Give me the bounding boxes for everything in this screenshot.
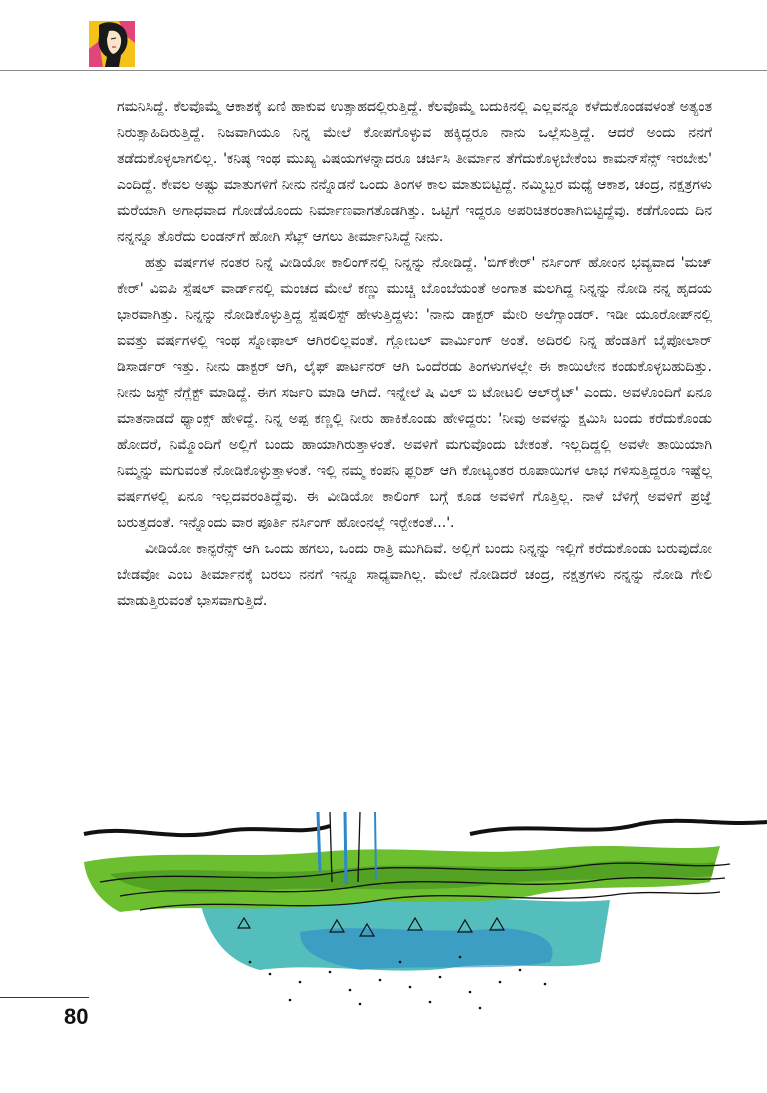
story-text (117, 94, 712, 614)
paragraph: ವೀಡಿಯೋ ಕಾನ್ಫರೆನ್ಸ್ ಆಗಿ ಒಂದು ಹಗಲು, ಒಂದು ರಾತ್ರಿ ಮುಗಿದಿವೆ. ಅಲ್ಲಿಗೆ ಬಂದು ನಿನ್ನನ್ನು ಇಲ್ಲಿಗೆ ಕರೆದುಕೊಂಡು ಬರುವುದೋ ಬೇಡವೋ ಎಂಬ ತೀರ್ಮಾನಕ್ಕೆ ಬರಲು ನನಗೆ ಇನ್ನೂ ಸಾಧ್ಯವಾಗಿಲ್ಲ. ಮೇಲೆ ನೋಡಿದರೆ ಚಂದ್ರ, ನಕ್ಷತ್ರಗಳು ನನ್ನನ್ನು ನೋಡಿ ಗೇಲಿ ಮಾಡುತ್ತಿರುವಂತೆ ಭಾಸವಾಗುತ್ತಿದೆ. (117, 541, 712, 609)
woman-portrait-icon (89, 21, 135, 67)
page-number: 80 (64, 1004, 89, 1029)
footer-divider (0, 997, 89, 998)
watercolor-landscape-illustration (0, 812, 767, 1024)
paragraph: ಹತ್ತು ವರ್ಷಗಳ ನಂತರ ನಿನ್ನೆ ವೀಡಿಯೋ ಕಾಲಿಂಗ್‌ನಲ್ಲಿ ನಿನ್ನನ್ನು ನೋಡಿದ್ದೆ. 'ಬಿಗ್‌ಕೇರ್' ನರ್ಸಿಂಗ್ ಹೋಂನ ಭವ್ಯವಾದ 'ಮಚ್ ಕೇರ್' ವಿಐಪಿ ಸ್ಪೆಷಲ್ ವಾರ್ಡ್‌ನಲ್ಲಿ ಮಂಚದ ಮೇಲೆ ಕಣ್ಣು ಮುಚ್ಚಿ ಬೊಂಬೆಯಂತೆ ಅಂಗಾತ ಮಲಗಿದ್ದ ನಿನ್ನನ್ನು ನೋಡಿ ನನ್ನ ಹೃದಯ ಭಾರವಾಗಿತ್ತು. ನಿನ್ನನ್ನು ನೋಡಿಕೊಳ್ಳುತ್ತಿದ್ದ ಸ್ಪೆಷಲಿಸ್ಟ್ ಹೇಳುತ್ತಿದ್ದಳು: 'ನಾನು ಡಾಕ್ಟರ್ ಮೇರಿ ಅಲೆಗ್ಸಾಂಡರ್. ಇಡೀ ಯೂರೋಪ್‌ನಲ್ಲಿ ಐವತ್ತು ವರ್ಷಗಳಲ್ಲಿ ಇಂಥ ಸ್ನೋಫಾಲ್ ಆಗಿರಲಿಲ್ಲವಂತೆ. ಗ್ಲೋಬಲ್ ವಾರ್ಮಿಂಗ್ ಅಂತೆ. ಅದಿರಲಿ ನಿನ್ನ ಹೆಂಡತಿಗೆ ಬೈಪೋಲಾರ್ ಡಿಸಾರ್ಡರ್ ಇತ್ತು. ನೀನು ಡಾಕ್ಟರ್ ಆಗಿ, ಲೈಫ್ ಪಾರ್ಟನರ್ ಆಗಿ ಒಂದೆರಡು ತಿಂಗಳುಗಳಲ್ಲೇ ಈ ಕಾಯಿಲೇನ ಕಂಡುಕೊಳ್ಳಬಹುದಿತ್ತು. ನೀನು ಜಸ್ಟ್ ನೆಗ್ಲೆಕ್ಟ್ ಮಾಡಿದ್ದೆ. ಈಗ ಸರ್ಜರಿ ಮಾಡಿ ಆಗಿದೆ. ಇನ್ನೇಲೆ ಷಿ ವಿಲ್ ಬಿ ಟೋಟಲಿ ಆಲ್‌ರೈಟ್' ಎಂದು. ಅವಳೊಂದಿಗೆ ಏನೂ ಮಾತನಾಡದೆ ಥ್ಯಾಂಕ್ಸ್ ಹೇಳಿದ್ದೆ. ನಿನ್ನ ಅಪ್ಪ ಕಣ್ಣಲ್ಲಿ ನೀರು ಹಾಕಿಕೊಂಡು ಹೇಳಿದ್ದರು: 'ನೀವು ಅವಳನ್ನು ಕ್ಷಮಿಸಿ ಬಂದು ಕರೆದುಕೊಂಡು ಹೋದರೆ, ನಿಮ್ಮೊಂದಿಗೆ ಅಲ್ಲಿಗೆ ಬಂದು ಹಾಯಾಗಿರುತ್ತಾಳಂತೆ. ಅವಳಿಗೆ ಮಗುವೊಂದು ಬೇಕಂತೆ. ಇಲ್ಲದಿದ್ದಲ್ಲಿ ಅವಳೇ ತಾಯಿಯಾಗಿ ನಿಮ್ಮನ್ನು ಮಗುವಂತೆ ನೋಡಿಕೊಳ್ಳುತ್ತಾಳಂತೆ. ಇಲ್ಲಿ ನಮ್ಮ ಕಂಪನಿ ಫ್ಲರಿಶ್ ಆಗಿ ಕೋಟ್ಯಂತರ ರೂಪಾಯಿಗಳ ಲಾಭ ಗಳಿಸುತ್ತಿದ್ದರೂ ಇಷ್ಟೆಲ್ಲ ವರ್ಷಗಳಲ್ಲಿ ಏನೂ ಇಲ್ಲದವರಂತಿದ್ದೆವು. ಈ ವೀಡಿಯೋ ಕಾಲಿಂಗ್ ಬಗ್ಗೆ ಕೂಡ ಅವಳಿಗೆ ಗೊತ್ತಿಲ್ಲ. ನಾಳೆ ಬೆಳಿಗ್ಗೆ ಅವಳಿಗೆ ಪ್ರಜ್ಞೆ ಬರುತ್ತದಂತೆ. ಇನ್ನೊಂದು ವಾರ ಪೂರ್ತಿ ನರ್ಸಿಂಗ್ ಹೋಂನಲ್ಲೆ ಇರ್‍ಬೇಕಂತೆ...'. (117, 255, 712, 531)
paragraph: ಗಮನಿಸಿದ್ದೆ. ಕೆಲವೊಮ್ಮೆ ಆಕಾಶಕ್ಕೆ ಏಣಿ ಹಾಕುವ ಉತ್ಸಾಹದಲ್ಲಿರುತ್ತಿದ್ದೆ. ಕೆಲವೊಮ್ಮೆ ಬದುಕಿನಲ್ಲಿ ಎಲ್ಲವನ್ನೂ ಕಳೆದುಕೊಂಡವಳಂತೆ ಅತ್ಯಂತ ನಿರುತ್ಸಾಹಿದಿರುತ್ತಿದ್ದೆ. ನಿಜವಾಗಿಯೂ ನಿನ್ನ ಮೇಲೆ ಕೋಪಗೊಳ್ಳುವ ಹಕ್ಕಿದ್ದರೂ ನಾನು ಒಲ್ಲೆಸುತ್ತಿದ್ದೆ. ಆದರೆ ಅಂದು ನನಗೆ ತಡೆದುಕೊಳ್ಳಲಾಗಲಿಲ್ಲ. 'ಕನಿಷ್ಠ ಇಂಥ ಮುಖ್ಯ ವಿಷಯಗಳನ್ನಾದರೂ ಚರ್ಚಿಸಿ ತೀರ್ಮಾನ ತೆಗೆದುಕೊಳ್ಳಬೇಕೆಂಬ ಕಾಮನ್‌ಸೆನ್ಸ್ ಇರಬೇಕು' ಎಂದಿದ್ದೆ. ಕೇವಲ ಅಷ್ಟು ಮಾತುಗಳಿಗೆ ನೀನು ನನ್ನೊಡನೆ ಒಂದು ತಿಂಗಳ ಕಾಲ ಮಾತುಬಿಟ್ಟಿದ್ದೆ. ನಮ್ಮಿಬ್ಬರ ಮಧ್ಯೆ ಆಕಾಶ, ಚಂದ್ರ, ನಕ್ಷತ್ರಗಳು ಮರೆಯಾಗಿ ಅಗಾಧವಾದ ಗೋಡೆಯೊಂದು ನಿರ್ಮಾಣವಾಗತೊಡಗಿತ್ತು. ಒಟ್ಟಿಗೆ ಇದ್ದರೂ ಅಪರಿಚಿತರಂತಾಗಿಬಿಟ್ಟಿದ್ದೆವು. ಕಡೆಗೊಂದು ದಿನ ನನ್ನನ್ನೂ ತೊರೆದು ಲಂಡನ್‌ಗೆ ಹೋಗಿ ಸೆಟ್ಲ್ ಆಗಲು ತೀರ್ಮಾನಿಸಿದ್ದೆ ನೀನು. (117, 99, 712, 245)
header-divider (0, 70, 767, 71)
